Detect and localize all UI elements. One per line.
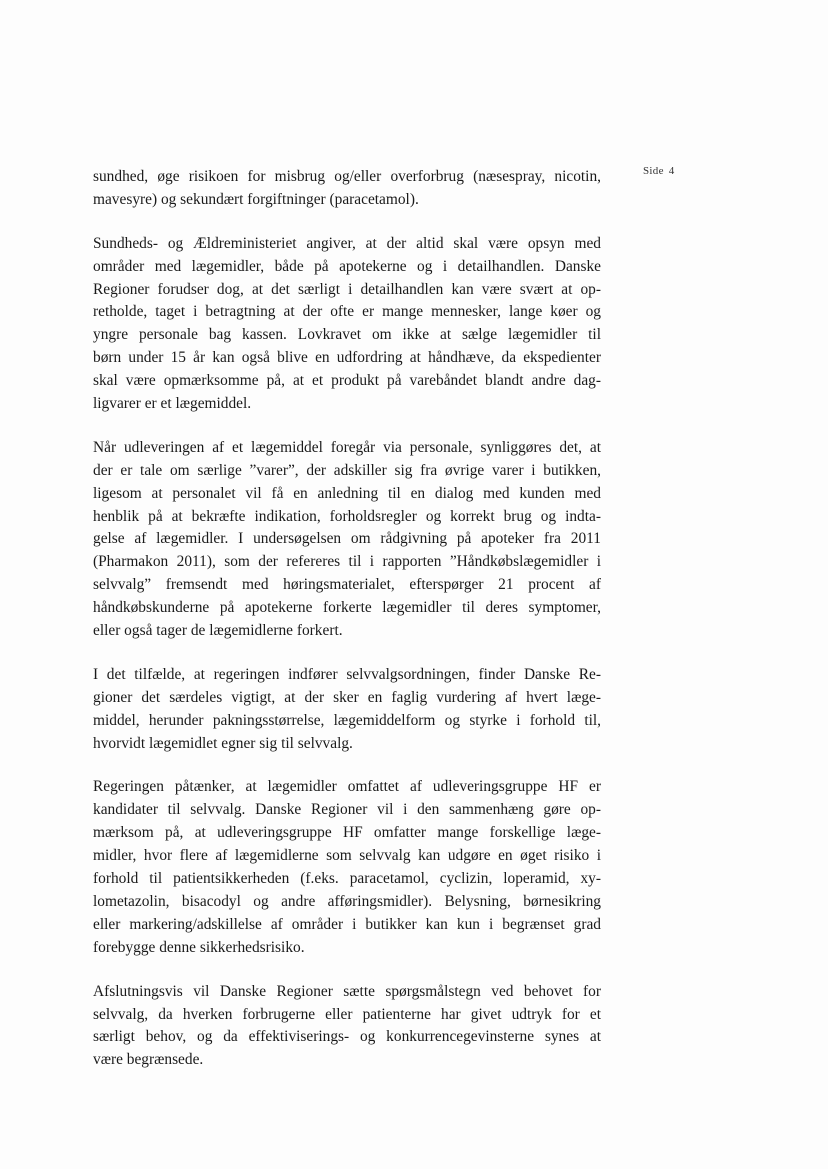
- text-line: Regioner forudser dog, at det særligt i detailhandlen kan være svært at op-: [93, 280, 601, 298]
- page-number-label: [643, 165, 675, 177]
- page-label-text: Side: [643, 165, 664, 177]
- text-line: eller også tager de lægemidlerne forkert.: [93, 622, 343, 640]
- text-line: der er tale om særlige ”varer”, der adskiller sig fra øvrige varer i butikken,: [93, 461, 601, 479]
- text-line: Afslutningsvis vil Danske Regioner sætte spørgsmålstegn ved behovet for: [93, 982, 601, 1000]
- text-line: retholde, taget i betragtning at der ofte er mange mennesker, lange køer og: [93, 303, 601, 321]
- text-line: særligt behov, og da effektiviserings- og konkurrencegevinsterne synes at: [93, 1028, 601, 1046]
- text-line: mavesyre) og sekundært forgiftninger (paracetamol).: [93, 190, 419, 208]
- text-line: ligvarer er et lægemiddel.: [93, 395, 252, 413]
- text-line: midler, hvor flere af lægemidlerne som selvvalg kan udgøre en øget risiko i: [93, 847, 601, 865]
- paragraph: [93, 664, 601, 756]
- text-line: områder med lægemidler, både på apotekerne og i detailhandlen. Danske: [93, 257, 601, 275]
- text-line: ligesom at personalet vil få en anledning til en dialog med kunden med: [93, 484, 601, 502]
- text-line: hvorvidt lægemidlet egner sig til selvvalg.: [93, 734, 353, 752]
- paragraph: [93, 776, 601, 959]
- paragraph: [93, 166, 601, 212]
- text-line: selvvalg” fremsendt med høringsmaterialet, efterspørger 21 procent af: [93, 576, 601, 594]
- text-line: Sundheds- og Ældreministeriet angiver, at der altid skal være opsyn med: [93, 234, 601, 252]
- text-line: sundhed, øge risikoen for misbrug og/eller overforbrug (næsespray, nicotin,: [93, 168, 601, 185]
- text-line: henblik på at bekræfte indikation, forholdsregler og korrekt brug og indta-: [93, 507, 601, 525]
- text-line: Regeringen påtænker, at lægemidler omfattet af udleveringsgruppe HF er: [93, 778, 601, 796]
- text-line: være begrænsede.: [93, 1051, 204, 1069]
- text-line: lometazolin, bisacodyl og andre afføringsmidler). Belysning, børnesikring: [93, 892, 601, 910]
- text-line: skal være opmærksomme på, at et produkt på varebåndet blandt andre dag-: [93, 372, 601, 390]
- paragraph: [93, 233, 601, 416]
- text-line: gelse af lægemidler. I undersøgelsen om rådgivning på apoteker fra 2011: [93, 530, 601, 548]
- text-line: håndkøbskunderne på apotekerne forkerte lægemidler til deres symptomer,: [93, 599, 601, 617]
- page-number: 4: [668, 165, 675, 177]
- text-line: mærksom på, at udleveringsgruppe HF omfatter mange forskellige læge-: [93, 824, 601, 842]
- text-line: børn under 15 år kan også blive en udfordring at håndhæve, da ekspedienter: [93, 349, 601, 367]
- text-line: middel, herunder pakningsstørrelse, lægemiddelform og styrke i forhold til,: [93, 711, 601, 729]
- text-line: gioner det særdeles vigtigt, at der sker en faglig vurdering af hvert læge-: [93, 688, 601, 706]
- text-line: yngre personale bag kassen. Lovkravet om ikke at sælge lægemidler til: [93, 326, 601, 344]
- text-line: kandidater til selvvalg. Danske Regioner vil i den sammenhæng gøre op-: [93, 801, 601, 819]
- paragraph: [93, 981, 601, 1073]
- document-body: [93, 166, 601, 1093]
- text-line: forebygge denne sikkerhedsrisiko.: [93, 938, 305, 956]
- text-line: (Pharmakon 2011), som der refereres til i rapporten ”Håndkøbslægemidler i: [93, 553, 601, 571]
- paragraph: [93, 437, 601, 643]
- text-line: I det tilfælde, at regeringen indfører selvvalgsordningen, finder Danske Re-: [93, 665, 601, 683]
- text-line: eller markering/adskillelse af områder i butikker kan kun i begrænset grad: [93, 915, 601, 933]
- text-line: Når udleveringen af et lægemiddel foregår via personale, synliggøres det, at: [93, 438, 601, 456]
- text-line: selvvalg, da hverken forbrugerne eller patienterne har givet udtryk for et: [93, 1005, 601, 1023]
- text-line: forhold til patientsikkerheden (f.eks. paracetamol, cyclizin, loperamid, xy-: [93, 870, 601, 888]
